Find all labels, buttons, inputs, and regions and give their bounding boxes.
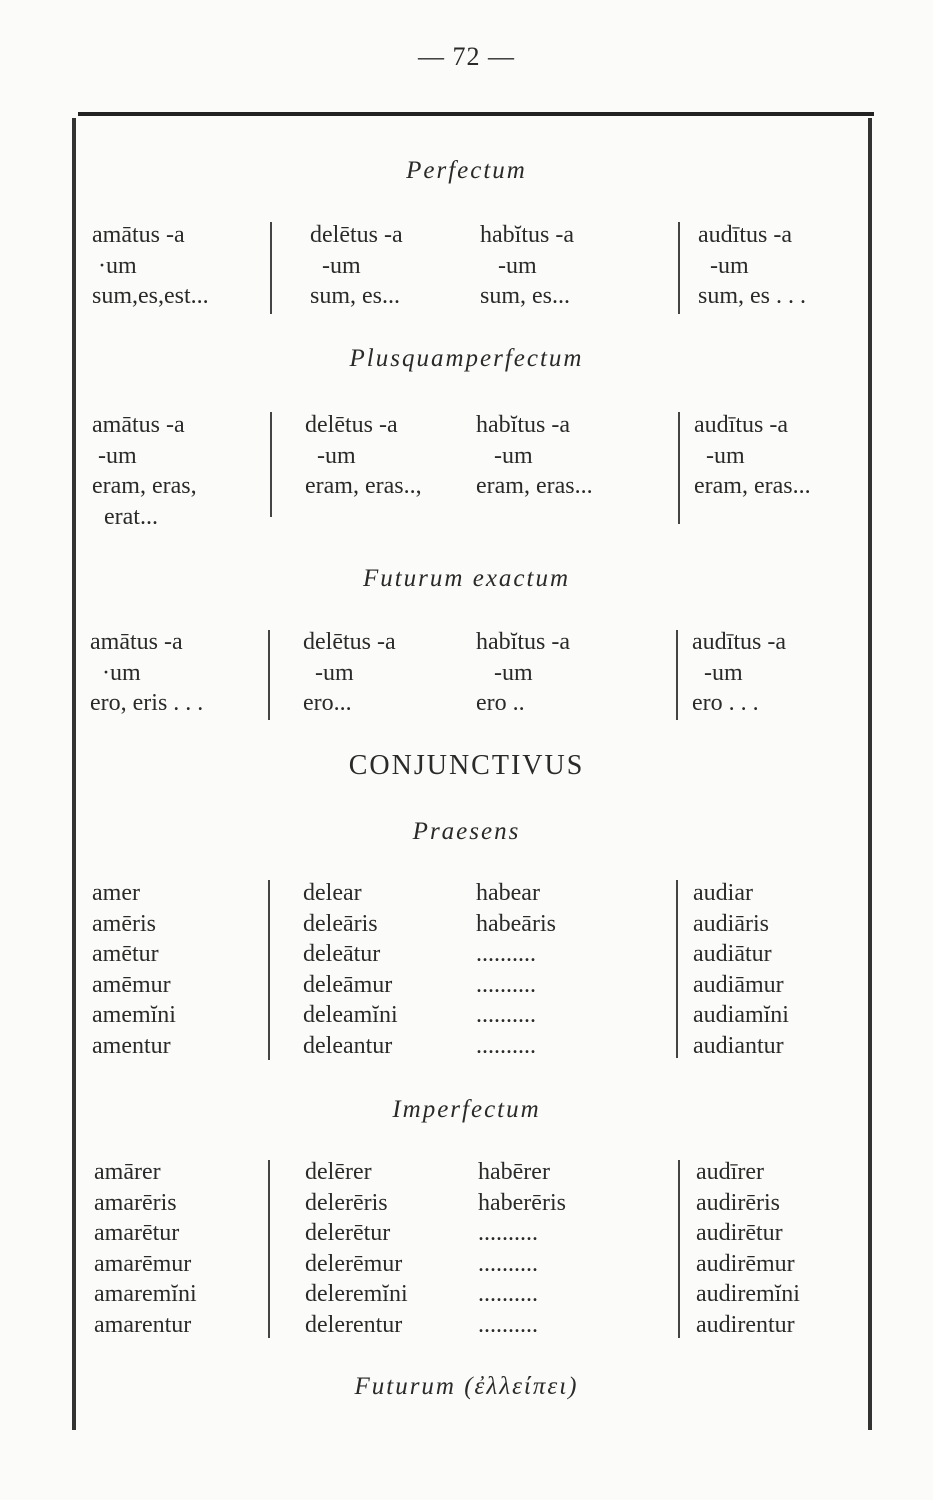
verb-form-line: deleāris [303, 910, 378, 937]
perfectum-col-2 [310, 220, 403, 312]
verb-form-line: -um [92, 442, 137, 469]
verb-form-line: audītus -a [692, 629, 786, 655]
verb-form-line: amarēmur [94, 1250, 192, 1277]
imperfectum-col-1 [94, 1157, 197, 1340]
section-title-futurum: Futurum (ἐλλείπει) [354, 1373, 579, 1400]
verb-form-line: amātus -a [90, 629, 183, 655]
verb-form-line: audītus -a [694, 412, 788, 438]
page-number: — 72 — [418, 42, 515, 71]
verb-form-line: ero .. [476, 690, 525, 716]
verb-form-line: -um [305, 442, 356, 469]
praesens-col-3 [476, 878, 556, 1061]
top-rule [78, 112, 874, 116]
perfectum-col-4 [698, 220, 806, 312]
verb-form-line: audīrer [696, 1159, 764, 1185]
verb-form-line: audiremĭni [696, 1281, 800, 1307]
verb-form-line: sum,es,est... [92, 283, 209, 309]
verb-form-line: habeāris [476, 910, 556, 937]
verb-form-line: amēris [92, 910, 156, 937]
imperfectum-col-4 [696, 1157, 800, 1340]
verb-form-line: amarentur [94, 1311, 192, 1338]
verb-form-line: audiar [693, 880, 753, 906]
verb-form-line: amēmur [92, 971, 171, 998]
futurum-exactum-col-4 [692, 627, 786, 719]
column-divider [678, 1160, 680, 1338]
section-title-imperfectum: Imperfectum [392, 1096, 541, 1123]
verb-form-line: amaremĭni [94, 1281, 197, 1307]
verb-form-line: ero, eris . . . [90, 690, 204, 716]
verb-form-line: habĭtus -a [476, 629, 570, 655]
perfectum-col-1 [92, 220, 209, 312]
verb-form-line: delētus -a [310, 222, 403, 248]
verb-form-line: delear [303, 880, 362, 906]
verb-form-line: ero . . . [692, 690, 759, 716]
verb-form-line: .......... [478, 1250, 538, 1277]
plusquamperfectum-col-3 [476, 410, 593, 502]
verb-form-line: .......... [478, 1220, 538, 1246]
praesens-col-2 [303, 878, 398, 1061]
verb-form-line: delētus -a [303, 629, 396, 655]
verb-form-line: .......... [476, 1032, 536, 1059]
mood-title-conjunctivus: CONJUNCTIVUS [348, 750, 585, 781]
verb-form-line: eram, eras... [694, 473, 811, 499]
verb-form-line: delerentur [305, 1311, 403, 1338]
imperfectum-col-3 [478, 1157, 566, 1340]
verb-form-line: deleantur [303, 1032, 393, 1059]
verb-form-line: habērer [478, 1159, 550, 1185]
verb-form-line: -um [480, 252, 537, 279]
verb-form-line: deleremĭni [305, 1281, 408, 1307]
verb-form-line: -um [476, 442, 533, 469]
verb-form-line: eram, eras, [92, 473, 197, 499]
verb-form-line: audītus -a [698, 222, 792, 248]
verb-form-line: amarēris [94, 1189, 177, 1216]
verb-form-line: .......... [476, 941, 536, 967]
praesens-col-4 [693, 878, 789, 1061]
verb-form-line: audirēmur [696, 1250, 795, 1277]
column-divider [270, 222, 272, 314]
verb-form-line: amātus -a [92, 222, 185, 248]
verb-form-line: ·um [90, 659, 141, 686]
futurum-exactum-col-1 [90, 627, 203, 719]
verb-form-line: audirentur [696, 1311, 795, 1338]
plusquamperfectum-col-4 [694, 410, 811, 502]
verb-form-line: amētur [92, 941, 159, 967]
plusquamperfectum-col-2 [305, 410, 422, 502]
verb-form-line: ·um [92, 252, 137, 279]
verb-form-line: audiāris [693, 910, 769, 937]
verb-form-line: audiamĭni [693, 1002, 789, 1028]
verb-form-line: audiantur [693, 1032, 784, 1059]
verb-form-line: amātus -a [92, 412, 185, 438]
verb-form-line: .......... [476, 1002, 536, 1028]
verb-form-line: audirētur [696, 1220, 783, 1246]
verb-form-line: .......... [476, 971, 536, 998]
verb-form-line: erat... [92, 503, 158, 530]
verb-form-line: audirēris [696, 1189, 780, 1216]
column-divider [676, 630, 678, 720]
verb-form-line: -um [303, 659, 354, 686]
praesens-col-1 [92, 878, 176, 1061]
verb-form-line: deleātur [303, 941, 381, 967]
column-divider [268, 630, 270, 720]
column-divider [268, 880, 270, 1060]
imperfectum-col-2 [305, 1157, 408, 1340]
verb-form-line: ero... [303, 690, 352, 716]
verb-form-line: sum, es... [310, 283, 400, 309]
section-title-futurum-exactum: Futurum exactum [362, 565, 571, 592]
verb-form-line: eram, eras... [476, 473, 593, 499]
column-divider [268, 1160, 270, 1338]
verb-form-line: delērer [305, 1159, 372, 1185]
column-divider [270, 412, 272, 517]
column-divider [678, 412, 680, 524]
verb-form-line: sum, es . . . [698, 283, 806, 309]
verb-form-line: deleāmur [303, 971, 393, 998]
verb-form-line: habear [476, 880, 540, 906]
verb-form-line: deleamĭni [303, 1002, 398, 1028]
verb-form-line: delētus -a [305, 412, 398, 438]
verb-form-line: audiātur [693, 941, 772, 967]
verb-form-line: sum, es... [480, 283, 570, 309]
verb-form-line: audiāmur [693, 971, 784, 998]
perfectum-col-3 [480, 220, 574, 312]
verb-form-line: delerētur [305, 1220, 391, 1246]
verb-form-line: amarētur [94, 1220, 180, 1246]
section-title-plusquamperfectum: Plusquamperfectum [349, 345, 584, 372]
verb-form-line: amentur [92, 1032, 171, 1059]
column-divider [676, 880, 678, 1058]
verb-form-line: habĭtus -a [480, 222, 574, 248]
verb-form-line: amer [92, 880, 140, 906]
verb-form-line: amārer [94, 1159, 161, 1185]
verb-form-line: -um [310, 252, 361, 279]
verb-form-line: eram, eras.., [305, 473, 422, 499]
verb-form-line: habĭtus -a [476, 412, 570, 438]
verb-form-line: amemĭni [92, 1002, 176, 1028]
verb-form-line: delerēris [305, 1189, 388, 1216]
futurum-exactum-col-2 [303, 627, 396, 719]
verb-form-line: -um [694, 442, 745, 469]
verb-form-line: delerēmur [305, 1250, 403, 1277]
verb-form-line: haberēris [478, 1189, 566, 1216]
verb-form-line: -um [476, 659, 533, 686]
verb-form-line: -um [698, 252, 749, 279]
section-title-praesens: Praesens [412, 818, 521, 845]
plusquamperfectum-col-1 [92, 410, 197, 532]
verb-form-line: .......... [478, 1281, 538, 1307]
section-title-perfectum: Perfectum [406, 157, 527, 184]
verb-form-line: .......... [478, 1311, 538, 1338]
column-divider [678, 222, 680, 314]
futurum-exactum-col-3 [476, 627, 570, 719]
verb-form-line: -um [692, 659, 743, 686]
